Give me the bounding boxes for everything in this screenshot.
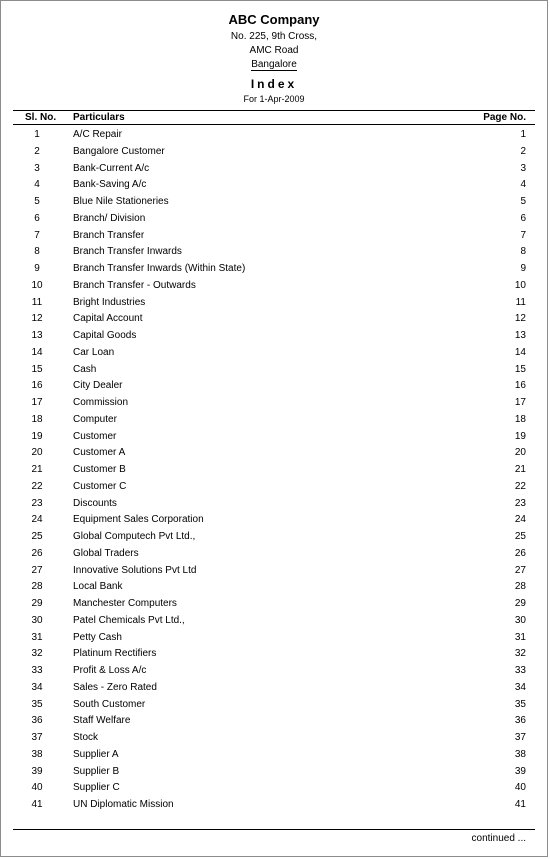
sl-no-cell: 37 xyxy=(31,732,43,743)
sl-no-cell: 5 xyxy=(34,196,40,207)
header-divider xyxy=(13,124,535,125)
sl-no-cell: 34 xyxy=(31,681,43,693)
particulars-cell: Petty Cash xyxy=(73,631,122,643)
page-no-cell: 2 xyxy=(520,145,526,157)
sl-no-cell: 13 xyxy=(31,330,43,341)
table-row xyxy=(1,378,547,395)
page-no-cell: 15 xyxy=(514,363,526,375)
table-row xyxy=(1,295,547,312)
sl-no-cell: 8 xyxy=(34,246,40,258)
page-no-cell: 14 xyxy=(514,346,526,358)
particulars-cell: Equipment Sales Corporation xyxy=(73,514,204,526)
sl-no-cell: 27 xyxy=(31,564,43,576)
particulars-cell: City Dealer xyxy=(73,380,123,392)
sl-no-cell: 38 xyxy=(31,748,43,760)
sl-no-cell: 32 xyxy=(31,648,43,660)
page-no-cell: 29 xyxy=(514,598,526,609)
sl-no-cell: 36 xyxy=(31,715,43,727)
address-line-3 xyxy=(1,59,547,70)
page-no-cell: 11 xyxy=(515,296,526,308)
particulars-cell: Branch Transfer - Outwards xyxy=(73,279,196,291)
particulars-cell: Cash xyxy=(73,363,97,375)
sl-no-cell: 14 xyxy=(31,346,43,358)
particulars-cell: Bank-Current A/c xyxy=(73,162,150,174)
sl-no-cell: 16 xyxy=(31,380,43,392)
page-no-cell: 21 xyxy=(514,464,526,475)
table-row xyxy=(1,445,547,462)
page-no-cell: 38 xyxy=(514,748,526,760)
page-no-cell: 33 xyxy=(514,665,526,676)
table-row xyxy=(1,161,547,178)
table-row xyxy=(1,311,547,328)
table-row xyxy=(1,412,547,429)
page-no-cell: 4 xyxy=(520,179,526,191)
particulars-cell: Customer A xyxy=(73,447,126,459)
page-no-cell: 16 xyxy=(514,380,526,392)
table-row xyxy=(1,663,547,680)
sl-no-cell: 35 xyxy=(31,698,43,710)
table-row xyxy=(1,579,547,596)
page-no-cell: 20 xyxy=(514,447,526,459)
particulars-cell: Supplier B xyxy=(73,765,120,777)
sl-no-cell: 21 xyxy=(31,464,43,475)
page-title: Index xyxy=(250,77,298,91)
sl-no-cell: 40 xyxy=(31,782,43,794)
table-row xyxy=(1,278,547,295)
page-no-cell: 37 xyxy=(514,732,526,743)
particulars-cell: Bank-Saving A/c xyxy=(73,179,147,191)
page-no-cell: 10 xyxy=(514,279,526,291)
sl-no-cell: 11 xyxy=(31,296,43,308)
particulars-cell: Car Loan xyxy=(73,346,115,358)
sl-no-cell: 25 xyxy=(31,531,43,542)
sl-no-cell: 29 xyxy=(31,598,43,609)
particulars-cell: Bangalore Customer xyxy=(73,145,165,157)
continued-note: continued ... xyxy=(471,833,526,844)
particulars-cell: Supplier C xyxy=(73,782,120,794)
page-no-cell: 36 xyxy=(514,715,526,727)
table-row xyxy=(1,244,547,261)
particulars-cell: Commission xyxy=(73,397,129,408)
table-row xyxy=(1,529,547,546)
table-row xyxy=(1,177,547,194)
particulars-cell: South Customer xyxy=(73,698,146,710)
particulars-cell: Branch/ Division xyxy=(73,212,146,224)
table-row xyxy=(1,496,547,513)
sl-no-cell: 31 xyxy=(31,631,43,643)
sl-no-cell: 6 xyxy=(34,212,40,224)
particulars-cell: Global Traders xyxy=(73,547,139,559)
particulars-cell: Bright Industries xyxy=(73,296,146,308)
page-no-cell: 6 xyxy=(520,212,526,224)
particulars-cell: Capital Account xyxy=(73,313,143,325)
page-no-cell: 23 xyxy=(514,497,526,509)
company-name: ABC Company xyxy=(228,12,320,27)
table-row xyxy=(1,780,547,797)
table-row xyxy=(1,345,547,362)
particulars-cell: UN Diplomatic Mission xyxy=(73,799,174,810)
particulars-cell: Global Computech Pvt Ltd., xyxy=(73,531,196,542)
page-no-cell: 28 xyxy=(514,581,526,593)
sl-no-cell: 41 xyxy=(31,799,43,810)
particulars-cell: Manchester Computers xyxy=(73,598,177,609)
page-no-cell: 22 xyxy=(514,480,526,492)
page-no-cell: 19 xyxy=(514,430,526,442)
table-row xyxy=(1,546,547,563)
page-no-cell: 26 xyxy=(514,547,526,559)
page-no-cell: 12 xyxy=(514,313,526,325)
sl-no-cell: 39 xyxy=(31,765,43,777)
particulars-cell: Staff Welfare xyxy=(73,715,131,727)
page-no-cell: 39 xyxy=(514,765,526,777)
table-row xyxy=(1,479,547,496)
sl-no-cell: 20 xyxy=(31,447,43,459)
sl-no-cell: 10 xyxy=(31,279,43,291)
table-row xyxy=(1,395,547,412)
table-row xyxy=(1,194,547,211)
table-row xyxy=(1,646,547,663)
particulars-cell: Supplier A xyxy=(73,748,119,760)
page-no-cell: 41 xyxy=(514,799,526,810)
particulars-cell: Branch Transfer Inwards xyxy=(73,246,182,258)
table-row xyxy=(1,512,547,529)
index-table-body xyxy=(1,127,547,814)
table-row xyxy=(1,764,547,781)
particulars-cell: Patel Chemicals Pvt Ltd., xyxy=(73,614,185,626)
table-row xyxy=(1,713,547,730)
table-row xyxy=(1,596,547,613)
sl-no-cell: 15 xyxy=(31,363,43,375)
table-row xyxy=(1,261,547,278)
page-no-cell: 18 xyxy=(514,413,526,425)
page-no-cell: 1 xyxy=(520,129,526,140)
particulars-cell: Customer B xyxy=(73,464,126,475)
particulars-cell: Blue Nile Stationeries xyxy=(73,196,169,207)
page-no-cell: 32 xyxy=(514,648,526,660)
table-row xyxy=(1,362,547,379)
address-line-2: AMC Road xyxy=(249,45,299,56)
sl-no-cell: 12 xyxy=(31,313,43,325)
page-no-cell: 35 xyxy=(514,698,526,710)
particulars-cell: Capital Goods xyxy=(73,330,137,341)
table-row xyxy=(1,563,547,580)
table-row xyxy=(1,613,547,630)
column-header-particulars: Particulars xyxy=(73,112,125,123)
table-row xyxy=(1,730,547,747)
table-row xyxy=(1,630,547,647)
report-period: For 1-Apr-2009 xyxy=(243,94,305,104)
sl-no-cell: 3 xyxy=(34,162,40,174)
page-no-cell: 17 xyxy=(514,397,526,408)
particulars-cell: Computer xyxy=(73,413,117,425)
particulars-cell: A/C Repair xyxy=(73,129,122,140)
sl-no-cell: 28 xyxy=(31,581,43,593)
page-no-cell: 9 xyxy=(520,263,526,274)
page-no-cell: 30 xyxy=(514,614,526,626)
sl-no-cell: 2 xyxy=(34,145,40,157)
page-no-cell: 3 xyxy=(520,162,526,174)
page-no-cell: 27 xyxy=(514,564,526,576)
sl-no-cell: 19 xyxy=(31,430,43,442)
sl-no-cell: 24 xyxy=(31,514,43,526)
table-row xyxy=(1,680,547,697)
sl-no-cell: 23 xyxy=(31,497,43,509)
table-row xyxy=(1,211,547,228)
table-row xyxy=(1,462,547,479)
page-no-cell: 13 xyxy=(514,330,526,341)
sl-no-cell: 9 xyxy=(34,263,40,274)
column-header-page-no: Page No. xyxy=(483,112,526,123)
page-no-cell: 25 xyxy=(514,531,526,542)
particulars-cell: Branch Transfer Inwards (Within State) xyxy=(73,263,246,274)
sl-no-cell: 1 xyxy=(34,129,40,140)
particulars-cell: Local Bank xyxy=(73,581,123,593)
sl-no-cell: 17 xyxy=(31,397,43,408)
table-row xyxy=(1,747,547,764)
table-row xyxy=(1,144,547,161)
page-no-cell: 40 xyxy=(514,782,526,794)
table-row xyxy=(1,127,547,144)
table-row xyxy=(1,328,547,345)
table-top-rule xyxy=(13,110,535,111)
particulars-cell: Customer xyxy=(73,430,117,442)
table-bottom-rule xyxy=(13,829,535,830)
sl-no-cell: 22 xyxy=(31,480,43,492)
sl-no-cell: 33 xyxy=(31,665,43,676)
page-no-cell: 24 xyxy=(514,514,526,526)
particulars-cell: Stock xyxy=(73,732,99,743)
sl-no-cell: 26 xyxy=(31,547,43,559)
sl-no-cell: 30 xyxy=(31,614,43,626)
table-row xyxy=(1,697,547,714)
particulars-cell: Profit & Loss A/c xyxy=(73,665,147,676)
page-no-cell: 7 xyxy=(520,229,526,241)
address-city: Bangalore xyxy=(251,59,297,70)
particulars-cell: Platinum Rectifiers xyxy=(73,648,157,660)
page-no-cell: 8 xyxy=(520,246,526,258)
sl-no-cell: 7 xyxy=(34,229,40,241)
particulars-cell: Customer C xyxy=(73,480,127,492)
page-no-cell: 31 xyxy=(514,631,526,643)
particulars-cell: Discounts xyxy=(73,497,117,509)
particulars-cell: Innovative Solutions Pvt Ltd xyxy=(73,564,197,576)
table-row xyxy=(1,228,547,245)
address-line-1: No. 225, 9th Cross, xyxy=(230,31,318,42)
particulars-cell: Branch Transfer xyxy=(73,229,145,241)
sl-no-cell: 18 xyxy=(31,413,43,425)
page-no-cell: 34 xyxy=(514,681,526,693)
table-row xyxy=(1,797,547,814)
column-header-sl-no: Sl. No. xyxy=(25,112,57,123)
table-row xyxy=(1,429,547,446)
sl-no-cell: 4 xyxy=(34,179,40,191)
page-no-cell: 5 xyxy=(520,196,526,207)
particulars-cell: Sales - Zero Rated xyxy=(73,681,157,693)
